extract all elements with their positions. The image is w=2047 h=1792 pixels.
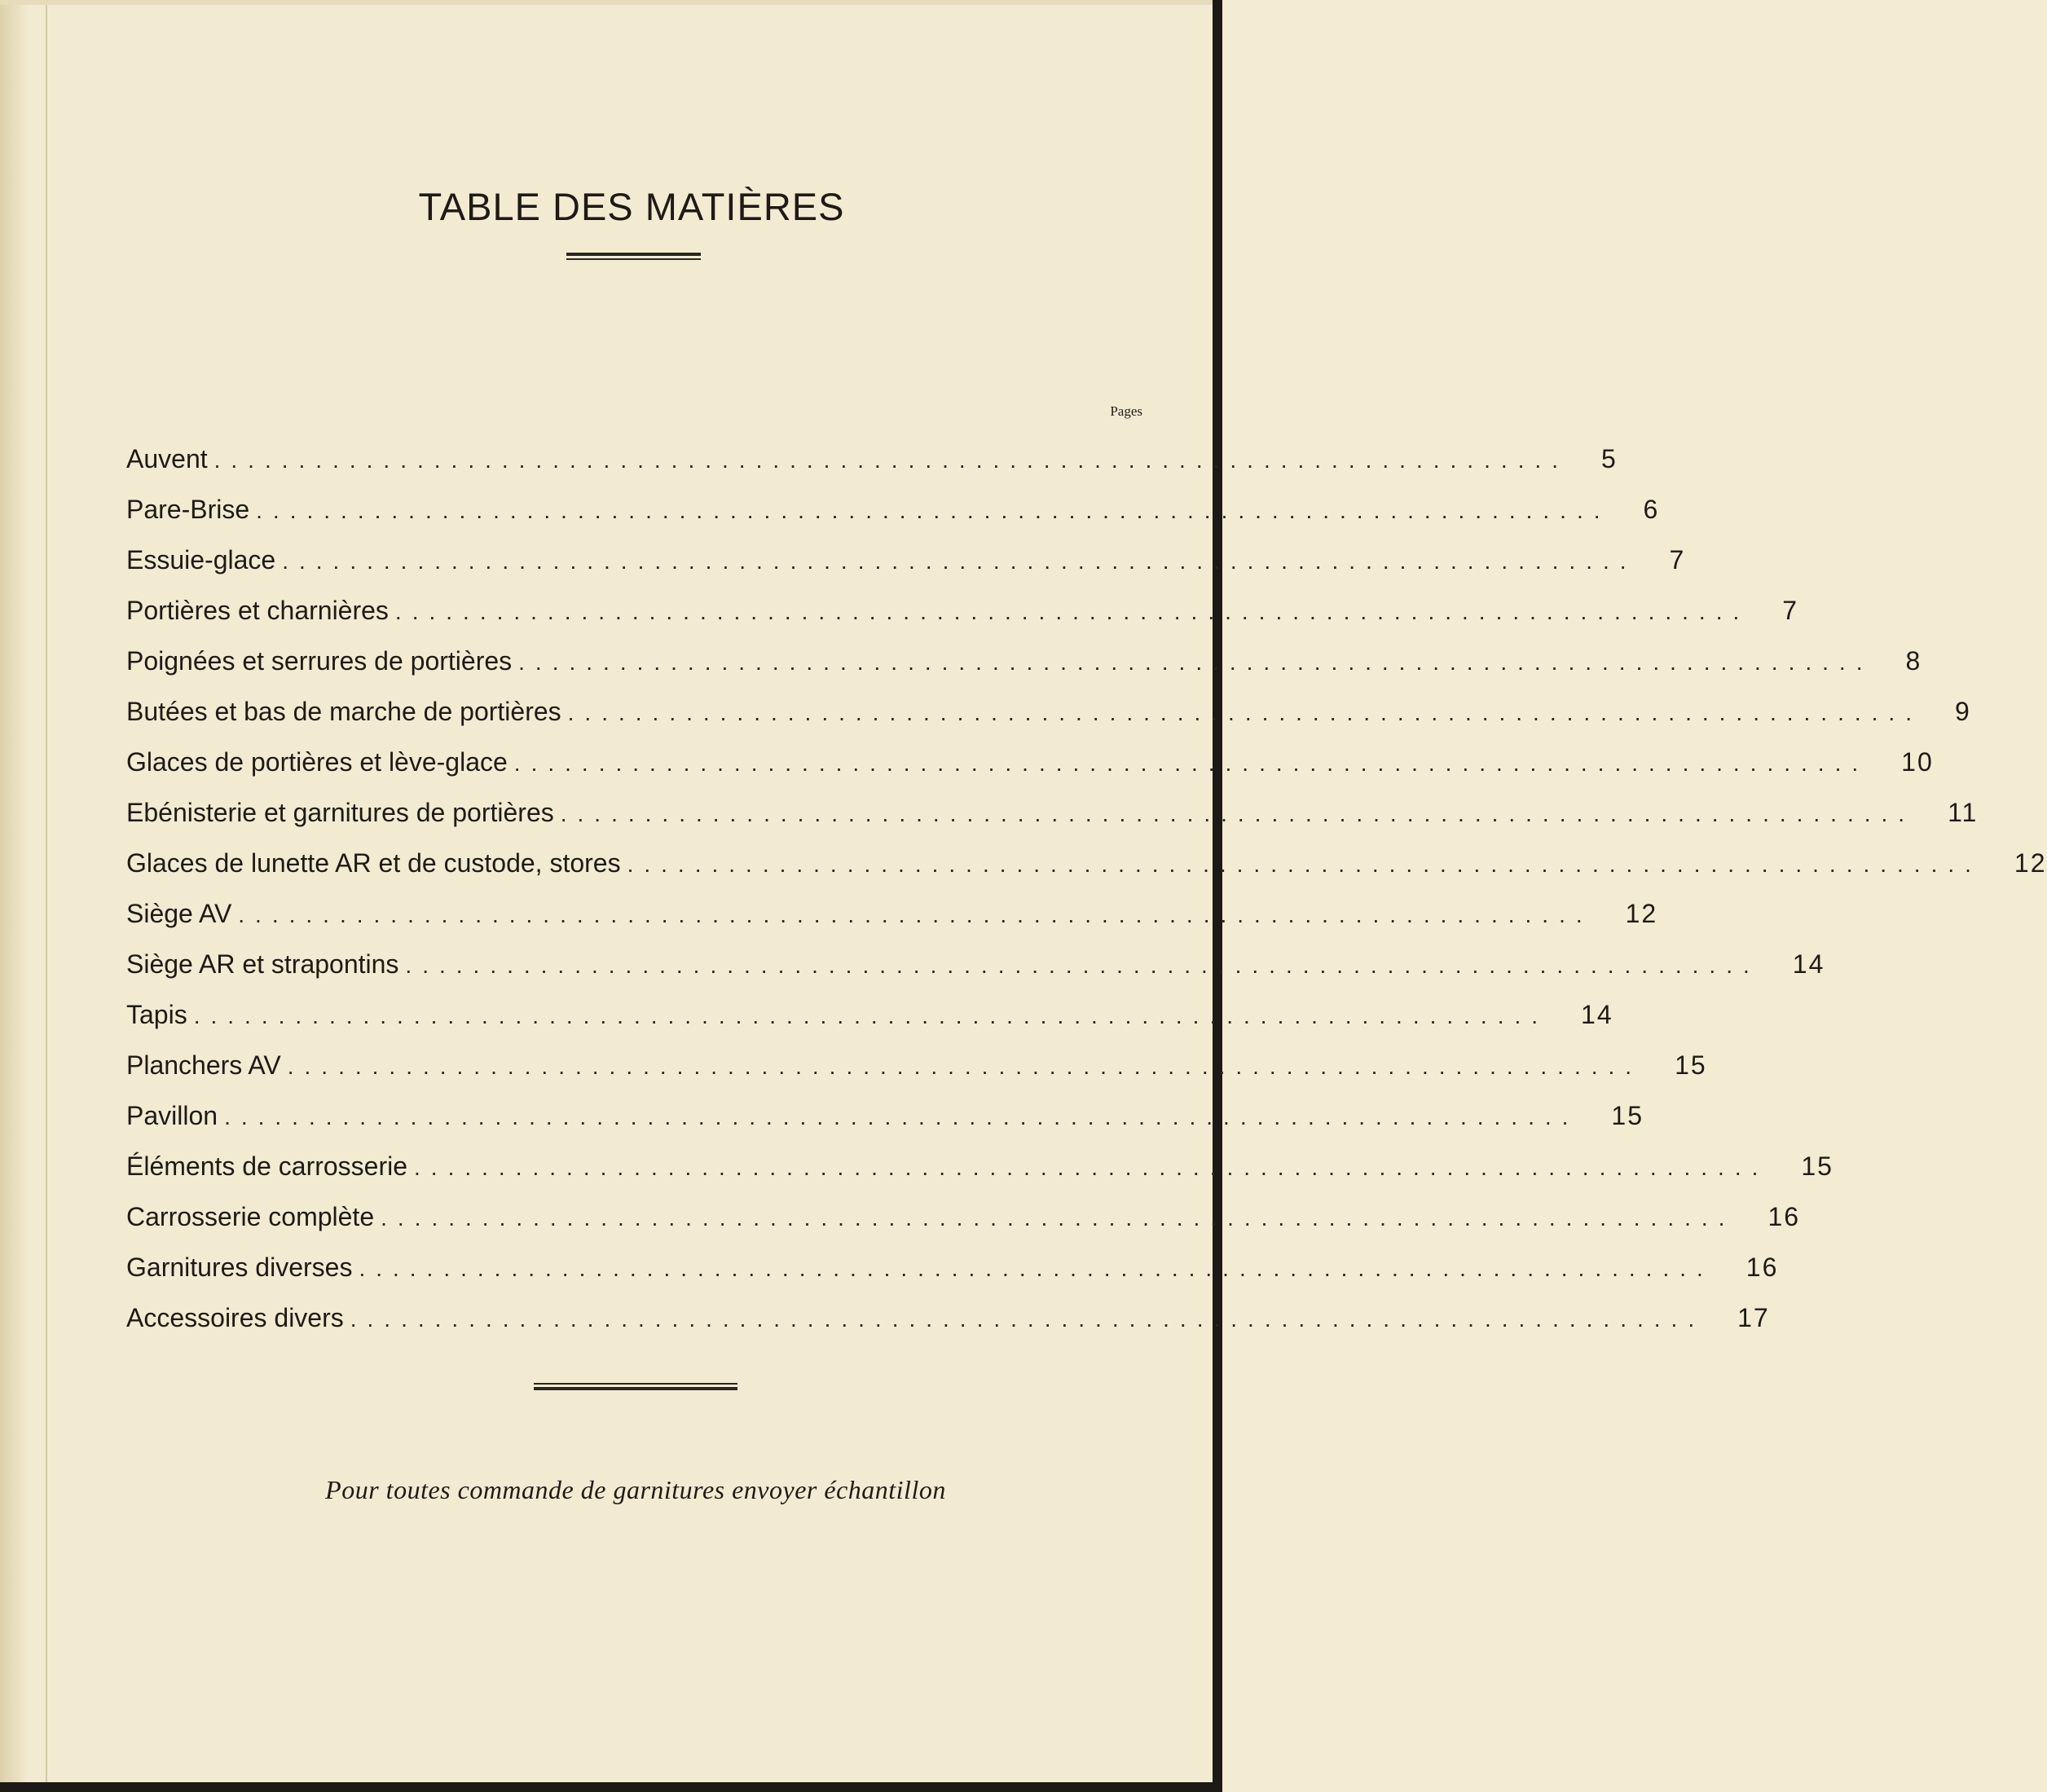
toc-entry-label: Éléments de carrosserie bbox=[126, 1151, 408, 1181]
toc-entry-label: Tapis bbox=[126, 1000, 187, 1029]
toc-entry bbox=[126, 484, 1660, 535]
toc-entry-label: Poignées et serrures de portières bbox=[126, 646, 513, 676]
toc-entry-page: 16 bbox=[1745, 1253, 1779, 1282]
toc-entry-page: 14 bbox=[1792, 949, 1825, 979]
toc-entry bbox=[126, 636, 1922, 686]
toc-entry bbox=[126, 585, 1799, 636]
toc-entry-label: Planchers AV bbox=[126, 1050, 281, 1080]
toc-entry-label: Auvent bbox=[126, 444, 208, 473]
dot-leader: ................................................................................ bbox=[350, 1306, 1706, 1332]
pages-column-header: Pages bbox=[1110, 403, 1142, 419]
toc-entry-page: 10 bbox=[1901, 747, 1934, 777]
toc-entry-label: Ebénisterie et garnitures de portières bbox=[126, 798, 554, 827]
dot-leader: ................................................................................ bbox=[567, 700, 1922, 725]
dot-leader: ................................................................................ bbox=[627, 852, 1982, 877]
toc-entry bbox=[126, 1090, 1644, 1141]
dot-leader: ................................................................................ bbox=[359, 1256, 1714, 1281]
toc-entry bbox=[126, 737, 1934, 787]
toc-entry bbox=[126, 1242, 1779, 1292]
toc-entry-label: Glaces de portières et lève-glace bbox=[126, 747, 508, 777]
toc-entry bbox=[126, 535, 1686, 585]
table-of-contents bbox=[126, 434, 2047, 1343]
dot-leader: ................................................................................ bbox=[560, 801, 1916, 826]
binding-crease bbox=[46, 0, 47, 1792]
top-edge bbox=[0, 0, 1222, 5]
toc-entry-page: 7 bbox=[1669, 545, 1686, 575]
footnote: Pour toutes commande de garnitures envoyer échantillon bbox=[325, 1475, 946, 1504]
dot-leader: ................................................................................ bbox=[381, 1205, 1736, 1231]
toc-entry-label: Butées et bas de marche de portières bbox=[126, 697, 561, 726]
dot-leader: ................................................................................ bbox=[518, 649, 1873, 675]
scan-edge-bottom bbox=[0, 1782, 1222, 1792]
toc-entry bbox=[126, 787, 1979, 838]
toc-entry-label: Accessoires divers bbox=[126, 1303, 344, 1332]
toc-entry-page: 11 bbox=[1948, 798, 1979, 827]
dot-leader: ................................................................................ bbox=[193, 1003, 1549, 1028]
toc-entry-page: 15 bbox=[1675, 1050, 1707, 1080]
toc-entry-label: Pare-Brise bbox=[126, 495, 250, 524]
toc-entry-page: 7 bbox=[1782, 596, 1799, 625]
toc-entry bbox=[126, 686, 1971, 737]
toc-entry-page: 12 bbox=[2014, 848, 2047, 878]
dot-leader: ................................................................................ bbox=[414, 1155, 1769, 1180]
dot-leader: ................................................................................ bbox=[394, 599, 1750, 624]
toc-entry-label: Portières et charnières bbox=[126, 596, 389, 625]
toc-entry-page: 17 bbox=[1737, 1303, 1770, 1332]
dot-leader: ................................................................................ bbox=[405, 953, 1760, 978]
dot-leader: ................................................................................ bbox=[513, 751, 1869, 776]
toc-entry-label: Glaces de lunette AR et de custode, stores bbox=[126, 848, 621, 878]
toc-entry bbox=[126, 434, 1618, 484]
dot-leader: ................................................................................ bbox=[238, 902, 1593, 927]
toc-entry-label: Siège AR et strapontins bbox=[126, 949, 399, 979]
dot-leader: ................................................................................ bbox=[287, 1054, 1643, 1079]
toc-entry-page: 16 bbox=[1767, 1202, 1801, 1231]
toc-entry-page: 8 bbox=[1905, 646, 1922, 676]
dot-leader: ................................................................................ bbox=[256, 498, 1611, 523]
binding-shadow bbox=[0, 0, 28, 1792]
toc-entry-page: 12 bbox=[1625, 899, 1658, 928]
toc-entry-page: 5 bbox=[1600, 444, 1618, 473]
toc-entry bbox=[126, 989, 1613, 1040]
toc-entry-label: Essuie-glace bbox=[126, 545, 276, 575]
page-title: TABLE DES MATIÈRES bbox=[418, 185, 845, 229]
toc-entry-label: Garnitures diverses bbox=[126, 1253, 353, 1282]
toc-entry-page: 9 bbox=[1954, 697, 1971, 726]
toc-entry-page: 14 bbox=[1581, 1000, 1613, 1029]
title-divider bbox=[566, 253, 701, 261]
toc-entry-label: Siège AV bbox=[126, 899, 232, 928]
toc-entry bbox=[126, 939, 1825, 989]
dot-leader: ................................................................................ bbox=[214, 447, 1569, 473]
toc-entry-page: 6 bbox=[1643, 495, 1660, 524]
toc-entry-label: Pavillon bbox=[126, 1101, 218, 1130]
toc-entry bbox=[126, 1040, 1707, 1090]
toc-entry bbox=[126, 888, 1658, 939]
toc-entry bbox=[126, 1141, 1833, 1191]
dot-leader: ................................................................................ bbox=[224, 1104, 1579, 1129]
toc-entry-page: 15 bbox=[1611, 1101, 1644, 1130]
toc-entry bbox=[126, 1191, 1801, 1242]
toc-entry bbox=[126, 838, 2047, 888]
dot-leader: ................................................................................ bbox=[282, 548, 1637, 574]
toc-entry bbox=[126, 1292, 1770, 1343]
toc-entry-page: 15 bbox=[1801, 1151, 1833, 1181]
toc-entry-label: Carrosserie complète bbox=[126, 1202, 375, 1231]
end-divider bbox=[534, 1383, 737, 1391]
